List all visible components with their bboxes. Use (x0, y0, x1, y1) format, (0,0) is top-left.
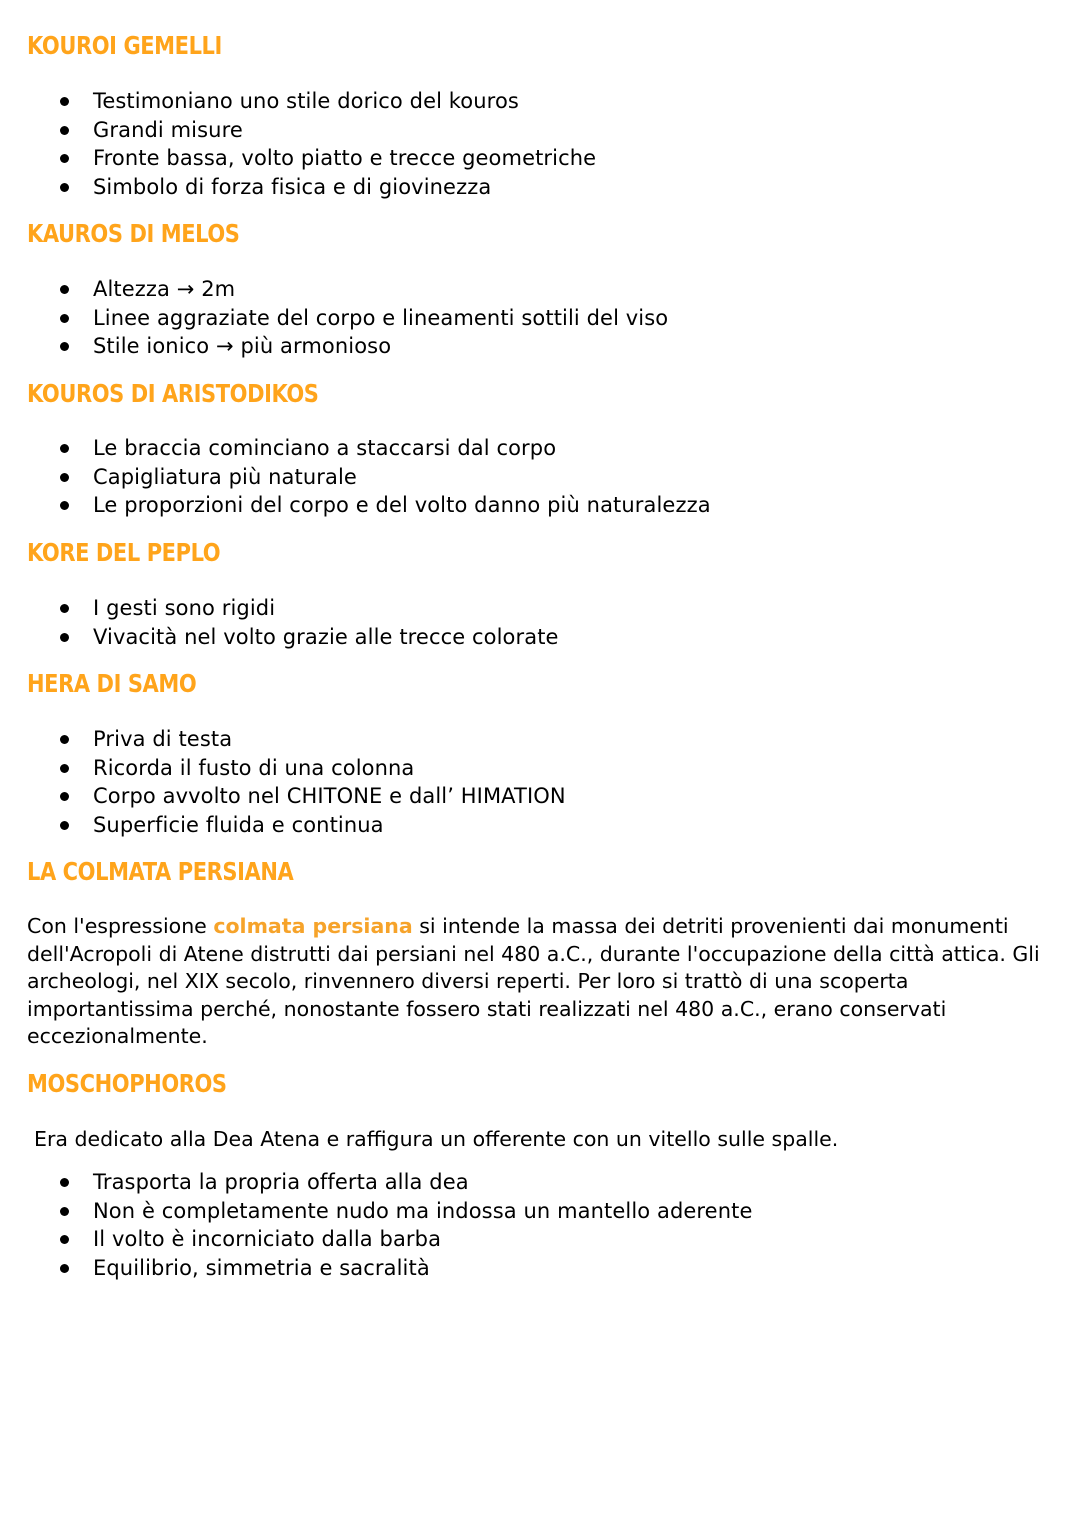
list-item: Equilibrio, simmetria e sacralità (58, 1254, 752, 1283)
highlighted-term: colmata persiana (213, 914, 413, 938)
colmata-persiana-paragraph: Con l'espressione colmata persiana si intende la massa dei detriti provenienti dai monumenti dell'Acropoli di Atene distrutti dai persiani nel 480 a.C., durante l'occupazione della città attica. Gli archeologi, nel XIX secolo, rinvennero diversi reperti. Per loro si trattò di una scoperta importantissima perché, nonostante fossero stati realizzati nel 480 a.C., erano conservati eccezionalmente. (27, 914, 1040, 1048)
bullet-dot-icon (60, 501, 69, 510)
section-title-kauros-di-melos: KAUROS DI MELOS (27, 219, 240, 248)
bullet-dot-icon (60, 764, 69, 773)
list-item: Non è completamente nudo ma indossa un mantello aderente (58, 1197, 752, 1226)
list-item: Grandi misure (58, 116, 596, 145)
list-item: Capigliatura più naturale (58, 463, 711, 492)
list-item: Corpo avvolto nel CHITONE e dall’ HIMATION (58, 782, 566, 811)
list-item: Le braccia cominciano a staccarsi dal corpo (58, 434, 711, 463)
bullet-dot-icon (60, 183, 69, 192)
section-title-kouros-di-aristodikos: KOUROS DI ARISTODIKOS (27, 379, 319, 408)
list-item: Simbolo di forza fisica e di giovinezza (58, 173, 596, 202)
bullet-dot-icon (60, 821, 69, 830)
bullet-dot-icon (60, 314, 69, 323)
section-title-kore-del-peplo: KORE DEL PEPLO (27, 538, 221, 567)
list-item: I gesti sono rigidi (58, 594, 559, 623)
bullet-dot-icon (60, 1264, 69, 1273)
bullet-dot-icon (60, 126, 69, 135)
list-item: Fronte bassa, volto piatto e trecce geometriche (58, 144, 596, 173)
list-item: Testimoniano uno stile dorico del kouros (58, 87, 596, 116)
bullet-dot-icon (60, 444, 69, 453)
bullet-dot-icon (60, 154, 69, 163)
section-title-hera-di-samo: HERA DI SAMO (27, 669, 197, 698)
list-item: Stile ionico → più armonioso (58, 332, 668, 361)
bullet-list-moschophoros (58, 1168, 752, 1283)
bullet-dot-icon (60, 604, 69, 613)
list-item: Priva di testa (58, 725, 566, 754)
section-title-la-colmata-persiana: LA COLMATA PERSIANA (27, 857, 294, 886)
bullet-dot-icon (60, 285, 69, 294)
list-item: Ricorda il fusto di una colonna (58, 754, 566, 783)
bullet-list-hera-di-samo (58, 725, 566, 840)
list-item: Le proporzioni del corpo e del volto danno più naturalezza (58, 491, 711, 520)
bullet-dot-icon (60, 97, 69, 106)
bullet-dot-icon (60, 473, 69, 482)
list-item: Altezza → 2m (58, 275, 668, 304)
list-item: Linee aggraziate del corpo e lineamenti sottili del viso (58, 304, 668, 333)
list-item: Superficie fluida e continua (58, 811, 566, 840)
moschophoros-intro: Era dedicato alla Dea Atena e raffigura un offerente con un vitello sulle spalle. (34, 1127, 839, 1151)
list-item: Vivacità nel volto grazie alle trecce colorate (58, 623, 559, 652)
bullet-list-kouroi-gemelli (58, 87, 596, 202)
bullet-dot-icon (60, 735, 69, 744)
section-title-moschophoros: MOSCHOPHOROS (27, 1069, 227, 1098)
bullet-dot-icon (60, 633, 69, 642)
bullet-dot-icon (60, 792, 69, 801)
bullet-dot-icon (60, 342, 69, 351)
bullet-list-kauros-di-melos (58, 275, 668, 361)
bullet-dot-icon (60, 1178, 69, 1187)
section-title-kouroi-gemelli: KOUROI GEMELLI (27, 31, 222, 60)
bullet-list-kore-del-peplo (58, 594, 559, 651)
bullet-dot-icon (60, 1235, 69, 1244)
bullet-list-kouros-di-aristodikos (58, 434, 711, 520)
bullet-dot-icon (60, 1207, 69, 1216)
list-item: Il volto è incorniciato dalla barba (58, 1225, 752, 1254)
list-item: Trasporta la propria offerta alla dea (58, 1168, 752, 1197)
